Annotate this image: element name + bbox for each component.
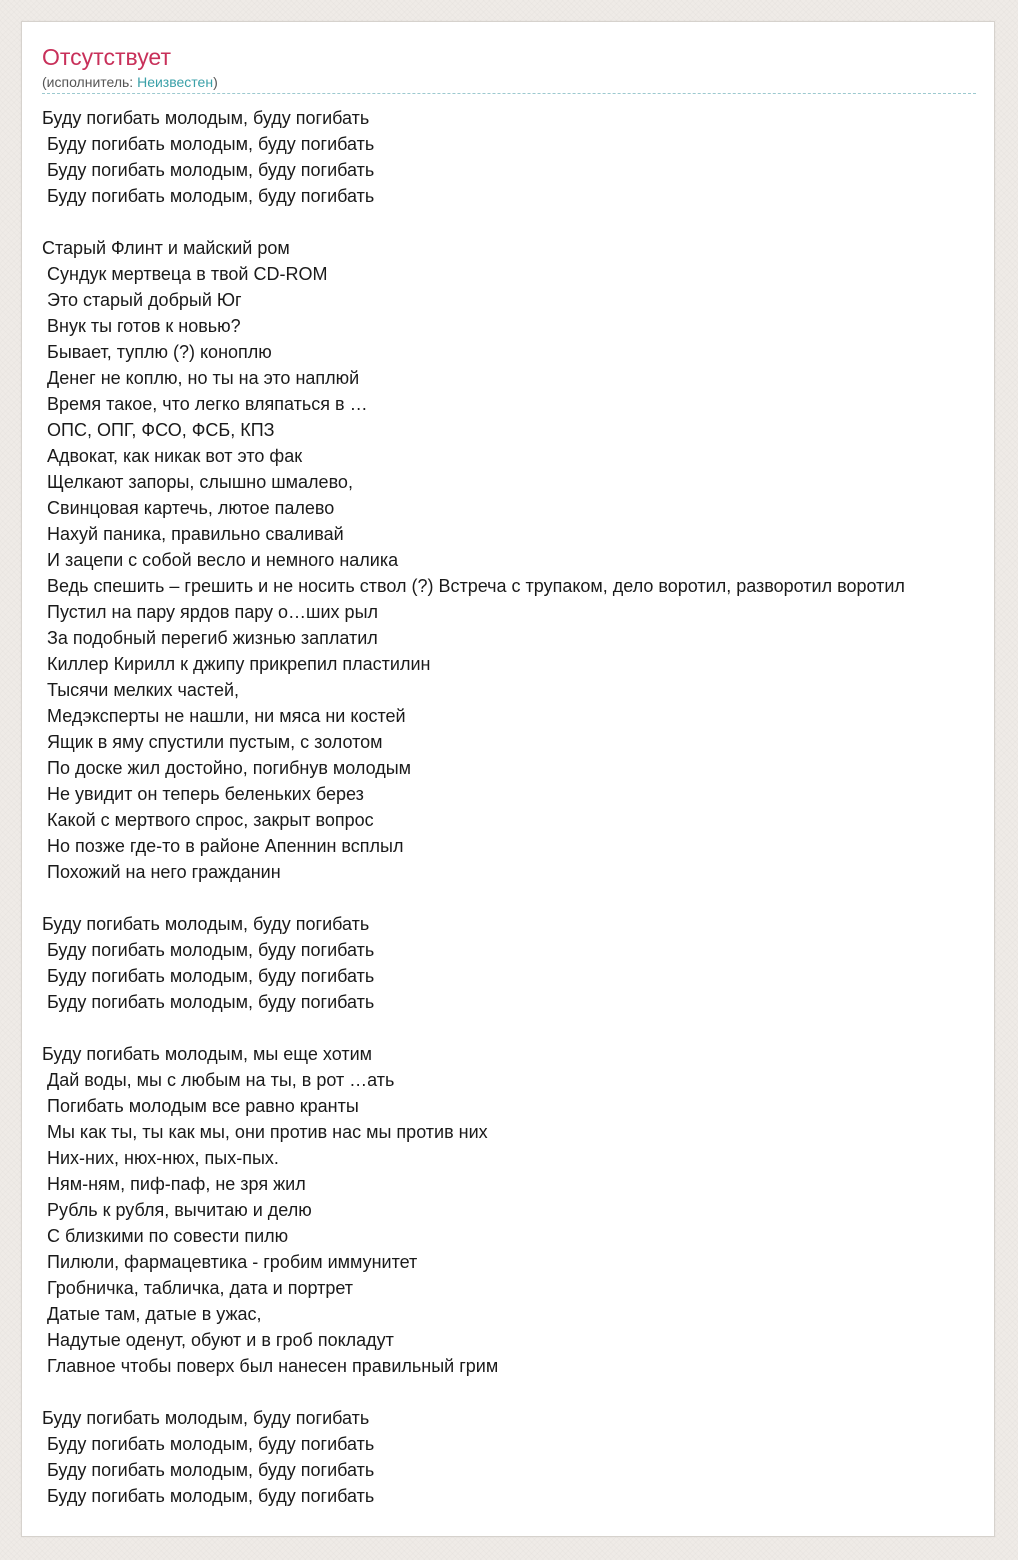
lyric-line: Щелкают запоры, слышно шмалево, bbox=[42, 472, 353, 492]
lyric-line: И зацепи с собой весло и немного налика bbox=[42, 550, 399, 570]
lyric-line: Адвокат, как никак вот это фак bbox=[42, 446, 303, 466]
lyric-line: Ням-ням, пиф-паф, не зря жил bbox=[42, 1174, 306, 1194]
lyric-line: Буду погибать молодым, буду погибать bbox=[42, 1434, 375, 1454]
lyric-line: Буду погибать молодым, мы еще хотим bbox=[42, 1044, 372, 1064]
lyric-line: Буду погибать молодым, буду погибать bbox=[42, 108, 370, 128]
lyric-line bbox=[42, 1379, 1018, 1405]
lyric-line: Денег не коплю, но ты на это наплюй bbox=[42, 368, 360, 388]
lyric-line: Бывает, туплю (?) коноплю bbox=[42, 342, 272, 362]
lyric-line: Свинцовая картечь, лютое палево bbox=[42, 498, 335, 518]
lyric-line: За подобный перегиб жизнью заплатил bbox=[42, 628, 378, 648]
lyric-line: Мы как ты, ты как мы, они против нас мы против них bbox=[42, 1122, 488, 1142]
lyrics-card bbox=[21, 21, 995, 1537]
lyric-line: Буду погибать молодым, буду погибать bbox=[42, 1460, 375, 1480]
lyric-line: Буду погибать молодым, буду погибать bbox=[42, 992, 375, 1012]
lyric-line: Датые там, датые в ужас, bbox=[42, 1304, 262, 1324]
lyric-line: Медэксперты не нашли, ни мяса ни костей bbox=[42, 706, 406, 726]
lyric-line: Но позже где-то в районе Апеннин всплыл bbox=[42, 836, 404, 856]
lyric-line: Нахуй паника, правильно сваливай bbox=[42, 524, 344, 544]
artist-link[interactable]: Неизвестен bbox=[137, 74, 214, 90]
lyric-line: Дай воды, мы с любым на ты, в рот …ать bbox=[42, 1070, 395, 1090]
lyric-line: Тысячи мелких частей, bbox=[42, 680, 240, 700]
lyric-line: Буду погибать молодым, буду погибать bbox=[42, 1408, 370, 1428]
lyric-line: По доске жил достойно, погибнув молодым bbox=[42, 758, 412, 778]
lyric-line: Ящик в яму спустили пустым, с золотом bbox=[42, 732, 383, 752]
lyrics-text bbox=[42, 105, 1018, 1509]
lyric-line bbox=[42, 885, 1018, 911]
lyric-line bbox=[42, 1015, 1018, 1041]
lyric-line: Старый Флинт и майский ром bbox=[42, 238, 290, 258]
artist-line bbox=[42, 73, 218, 91]
lyric-line: Это старый добрый Юг bbox=[42, 290, 242, 310]
lyric-line: Буду погибать молодым, буду погибать bbox=[42, 914, 370, 934]
lyric-line: Пустил на пару ярдов пару о…ших рыл bbox=[42, 602, 379, 622]
lyric-line: Не увидит он теперь беленьких берез bbox=[42, 784, 364, 804]
lyric-line: Главное чтобы поверх был нанесен правильный грим bbox=[42, 1356, 499, 1376]
lyric-line: Пилюли, фармацевтика - гробим иммунитет bbox=[42, 1252, 418, 1272]
lyric-line: Похожий на него гражданин bbox=[42, 862, 281, 882]
lyric-line: Буду погибать молодым, буду погибать bbox=[42, 186, 375, 206]
title-divider bbox=[42, 93, 976, 94]
artist-prefix: (исполнитель: bbox=[42, 74, 138, 90]
lyric-line: Время такое, что легко вляпаться в … bbox=[42, 394, 368, 414]
lyric-line: ОПС, ОПГ, ФСО, ФСБ, КПЗ bbox=[42, 420, 275, 440]
lyric-line: Внук ты готов к новью? bbox=[42, 316, 241, 336]
lyric-line: Киллер Кирилл к джипу прикрепил пластилин bbox=[42, 654, 431, 674]
artist-suffix: ) bbox=[213, 74, 218, 90]
lyric-line: Буду погибать молодым, буду погибать bbox=[42, 966, 375, 986]
lyric-line: Них-них, нюх-нюх, пых-пых. bbox=[42, 1148, 279, 1168]
lyric-line: Гробничка, табличка, дата и портрет bbox=[42, 1278, 354, 1298]
lyric-line: Буду погибать молодым, буду погибать bbox=[42, 940, 375, 960]
lyric-line: Какой с мертвого спрос, закрыт вопрос bbox=[42, 810, 374, 830]
lyric-line: Ведь спешить – грешить и не носить ствол (?) Встреча с трупаком, дело воротил, разворотил воротил bbox=[42, 576, 905, 596]
lyric-line: Рубль к рубля, вычитаю и делю bbox=[42, 1200, 312, 1220]
lyric-line: Буду погибать молодым, буду погибать bbox=[42, 134, 375, 154]
song-title: Отсутствует bbox=[42, 44, 171, 70]
lyric-line: Погибать молодым все равно кранты bbox=[42, 1096, 359, 1116]
lyric-line: Сундук мертвеца в твой CD-ROM bbox=[42, 264, 328, 284]
lyric-line: Буду погибать молодым, буду погибать bbox=[42, 160, 375, 180]
lyric-line: Надутые оденут, обуют и в гроб покладут bbox=[42, 1330, 394, 1350]
lyric-line: Буду погибать молодым, буду погибать bbox=[42, 1486, 375, 1506]
lyric-line: С близкими по совести пилю bbox=[42, 1226, 289, 1246]
lyric-line bbox=[42, 209, 1018, 235]
